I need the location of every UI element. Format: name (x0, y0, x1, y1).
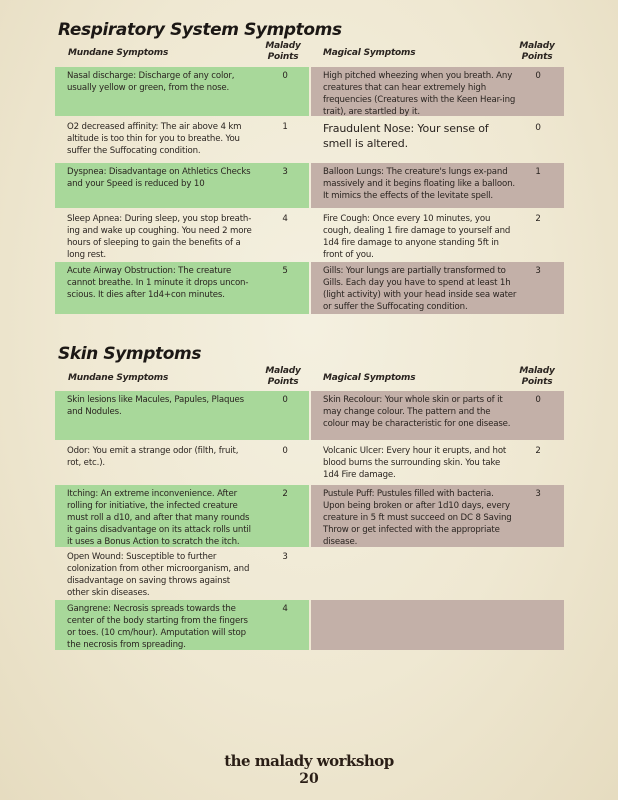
malady-points: 4 (282, 604, 288, 614)
malady-points: 1 (535, 167, 541, 177)
table-row (55, 548, 309, 599)
malady-points: 2 (535, 446, 541, 456)
malady-points: 3 (535, 489, 541, 499)
malady-points: 0 (282, 446, 288, 456)
table-row (55, 67, 309, 116)
symptom-text: Sleep Apnea: During sleep, you stop breath-ing and wake up coughing. You need 2 more hours of sleeping to gain the benefits of a long rest. (67, 214, 252, 260)
table-row (311, 485, 564, 547)
symptom-text: Fire Cough: Once every 10 minutes, you cough, dealing 1 fire damage to yourself and 1d4 fire damage to anyone standing 5ft in front of you. (323, 214, 511, 260)
table-row (311, 442, 564, 484)
section-title-skin: Skin Symptoms (58, 344, 202, 364)
symptom-text: O2 decreased affinity: The air above 4 km altitude is too thin for you to breathe. You suffer the Suffocating condition. (67, 122, 242, 156)
symptom-text: Skin lesions like Macules, Papules, Plaques and Nodules. (67, 395, 245, 417)
malady-points: 0 (282, 71, 288, 81)
malady-points: 3 (282, 167, 288, 177)
symptom-text: Open Wound: Susceptible to further colonization from other microorganism, and disadvantage on saving throws against other skin diseases. (67, 552, 250, 598)
table-row-empty (311, 600, 564, 650)
table-row (311, 210, 564, 261)
symptom-text: Gangrene: Necrosis spreads towards the center of the body starting from the fingers or toes. (10 cm/hour). Amputation will stop the necrosis from spreading. (67, 604, 248, 650)
table-row-empty (311, 548, 564, 599)
malady-points-header-line2: Points (267, 377, 299, 387)
symptom-text: Odor: You emit a strange odor (filth, fruit, rot, etc.). (67, 446, 239, 468)
mundane-symptoms-header: Mundane Symptoms (68, 48, 169, 58)
table-row (311, 163, 564, 208)
malady-points-header-line1: Malady (265, 41, 301, 51)
table-row (55, 391, 309, 440)
malady-points: 5 (282, 266, 288, 276)
malady-points: 0 (282, 395, 288, 405)
malady-points-header-line2: Points (267, 52, 299, 62)
magical-symptoms-header: Magical Symptoms (323, 48, 416, 58)
malady-points-header-line2: Points (521, 52, 553, 62)
malady-points-header-line2: Points (521, 377, 553, 387)
section-title-respiratory: Respiratory System Symptoms (58, 20, 342, 40)
malady-points: 3 (282, 552, 288, 562)
malady-points: 2 (282, 489, 288, 499)
symptom-text: Nasal discharge: Discharge of any color, usually yellow or green, from the nose. (67, 71, 235, 93)
malady-points-header-line1: Malady (519, 366, 555, 376)
symptom-text: High pitched wheezing when you breath. Any creatures that can hear extremely high frequencies (Creatures with the Keen Hear-ing trait), are startled by it. (323, 71, 516, 117)
table-row (55, 163, 309, 208)
malady-points: 0 (535, 395, 541, 405)
symptom-text: Skin Recolour: Your whole skin or parts of it may change colour. The pattern and the colour may be characteristic for one disease. (323, 395, 511, 429)
symptom-text: Pustule Puff: Pustules filled with bacteria. Upon being broken or after 1d10 days, every creature in 5 ft must succeed on DC 8 Saving Throw or get infected with the appropriate disease. (323, 489, 512, 547)
table-row (55, 485, 309, 547)
table-row (311, 67, 564, 116)
malady-points: 3 (535, 266, 541, 276)
footer-brand: the malady workshop (224, 752, 394, 770)
malady-points-header (517, 41, 557, 63)
symptom-text: Acute Airway Obstruction: The creature cannot breathe. In 1 minute it drops uncon-scious. It dies after 1d4+con minutes. (67, 266, 249, 300)
table-row (311, 118, 564, 162)
symptom-text: Dyspnea: Disadvantage on Athletics Checks and your Speed is reduced by 10 (67, 167, 251, 189)
symptom-text: Gills: Your lungs are partially transformed to Gills. Each day you have to spend at least 1h (light activity) with your head inside sea water or suffer the Suffocating condition. (323, 266, 517, 312)
mundane-symptoms-header: Mundane Symptoms (68, 373, 169, 383)
malady-points: 4 (282, 214, 288, 224)
table-row (311, 262, 564, 314)
malady-points-header (263, 366, 303, 388)
symptom-text: Volcanic Ulcer: Every hour it erupts, and hot blood burns the surrounding skin. You take 1d4 Fire damage. (323, 446, 507, 480)
table-row (55, 262, 309, 314)
malady-points-header (517, 366, 557, 388)
malady-points: 0 (535, 71, 541, 81)
symptom-text: Itching: An extreme inconvenience. After rolling for initiative, the infected creature must roll a d10, and after that many rounds it gains disadvantage on its attack rolls until it uses a Bonus Action to scratch the itch. (67, 489, 251, 547)
malady-points: 0 (535, 123, 541, 133)
table-row (55, 118, 309, 162)
table-row (311, 391, 564, 440)
table-row (55, 600, 309, 650)
malady-points-header-line1: Malady (519, 41, 555, 51)
malady-points-header (263, 41, 303, 63)
symptom-text: Balloon Lungs: The creature's lungs ex-pand massively and it begins floating like a balloon. It mimics the effects of the levitate spell. (323, 167, 515, 201)
page-number: 20 (299, 771, 319, 787)
malady-points-header-line1: Malady (265, 366, 301, 376)
malady-points: 1 (282, 122, 288, 132)
table-row (55, 442, 309, 484)
symptom-text: Fraudulent Nose: Your sense of smell is altered. (323, 122, 489, 150)
table-row (55, 210, 309, 261)
malady-points: 2 (535, 214, 541, 224)
magical-symptoms-header: Magical Symptoms (323, 373, 416, 383)
